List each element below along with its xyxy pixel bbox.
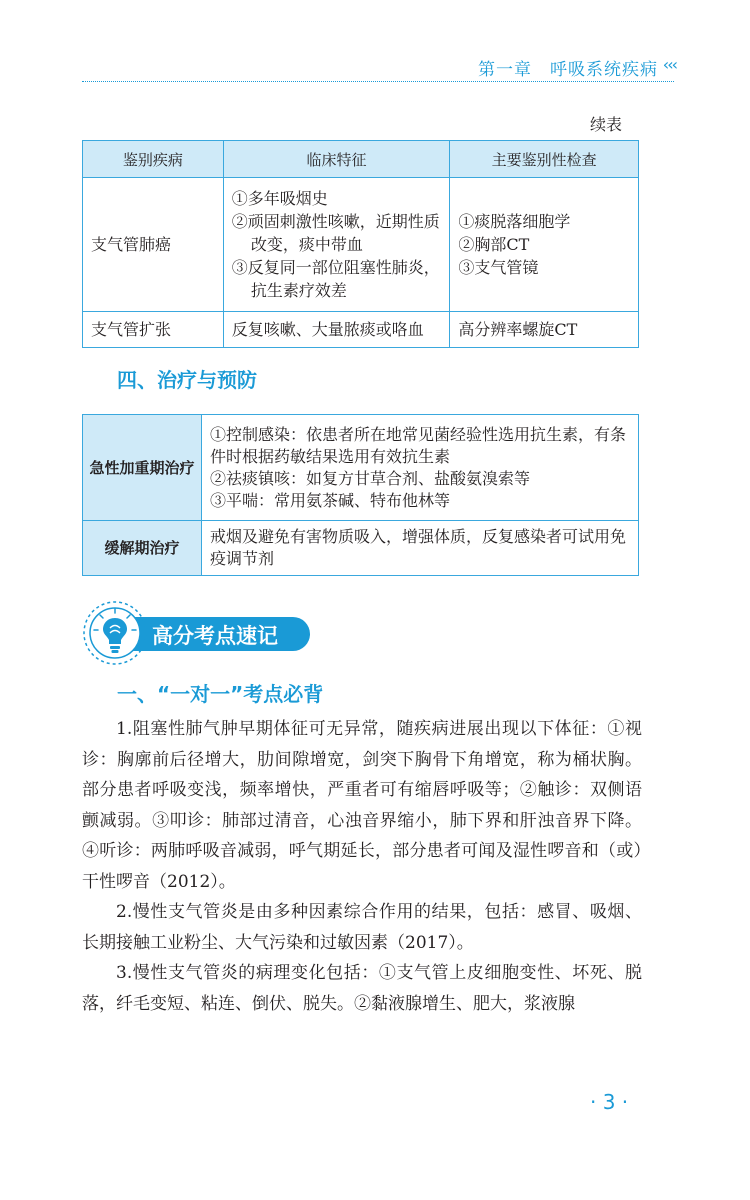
feature-line: ②顽固刺激性咳嗽，近期性质改变，痰中带血 [231,212,440,254]
table-row [83,178,639,312]
features-cell [223,178,450,312]
paragraph: 3.慢性支气管炎的病理变化包括：①支气管上皮细胞变性、坏死、脱落，纤毛变短、粘连、倒伏、脱失。②黏液腺增生、肥大，浆液腺 [82,963,642,1014]
features-cell: 反复咳嗽、大量脓痰或咯血 [223,312,450,348]
treatment-line: ③平喘：常用氨茶碱、特布他林等 [210,490,451,510]
row-label: 缓解期治疗 [83,521,202,576]
table-header-cell: 临床特征 [223,141,450,178]
disease-cell: 支气管肺癌 [83,178,224,312]
exams-cell: 高分辨率螺旋CT [450,312,639,348]
table-row [83,415,639,521]
exam-line: ①痰脱落细胞学 [458,212,571,231]
paragraph: 1.阻塞性肺气肿早期体征可无异常，随疾病进展出现以下体征：①视诊：胸廓前后径增大，肋间隙增宽，剑突下胸骨下角增宽，称为桶状胸。部分患者呼吸变浅，频率增快，严重者可有缩唇呼吸等；②触诊：双侧语颤减弱。③叩诊：肺部过清音，心浊音界缩小，肺下界和肝浊音界下降。④听诊：两肺呼吸音减弱，呼气期延长，部分患者可闻及湿性啰音和（或）干性啰音（2012）。 [82,719,642,892]
disease-cell: 支气管扩张 [83,312,224,348]
exam-line: ③支气管镜 [458,258,539,277]
feature-line: ①多年吸烟史 [231,189,328,208]
row-label: 急性加重期治疗 [83,415,202,521]
treatment-cell: 戒烟及避免有害物质吸入，增强体质，反复感染者可试用免疫调节剂 [202,521,639,576]
paragraph: 2.慢性支气管炎是由多种因素综合作用的结果，包括：感冒、吸烟、长期接触工业粉尘、大气污染和过敏因素（2017）。 [82,902,642,953]
header-divider [82,81,674,82]
table-header-row [83,141,639,178]
body-text [82,714,642,1019]
table-row [83,312,639,348]
exams-cell [450,178,639,312]
treatment-line: ①控制感染：依患者所在地常见菌经验性选用抗生素，有条件时根据药敏结果选用有效抗生素 [210,424,627,466]
section-title: 一、“一对一”考点必背 [117,682,324,706]
treatment-line: ②祛痰镇咳：如复方甘草合剂、盐酸氨溴索等 [210,468,531,488]
lightbulb-icon [80,598,150,668]
page-number: · 3 · [590,1090,629,1114]
treatment-cell [202,415,639,521]
table-header-cell: 鉴别疾病 [83,141,224,178]
treatment-table [82,414,639,576]
differential-diagnosis-table [82,140,639,348]
feature-line: ③反复同一部位阻塞性肺炎，抗生素疗效差 [231,258,440,300]
exam-line: ②胸部CT [458,235,530,254]
table-header-cell: 主要鉴别性检查 [450,141,639,178]
section-title: 四、治疗与预防 [117,368,257,392]
chapter-header: 第一章 呼吸系统疾病 [478,60,658,80]
chevron-left-icon: ‹‹‹ [662,55,676,74]
banner-title: 高分考点速记 [152,624,278,648]
table-row [83,521,639,576]
continued-label: 续表 [589,115,622,134]
